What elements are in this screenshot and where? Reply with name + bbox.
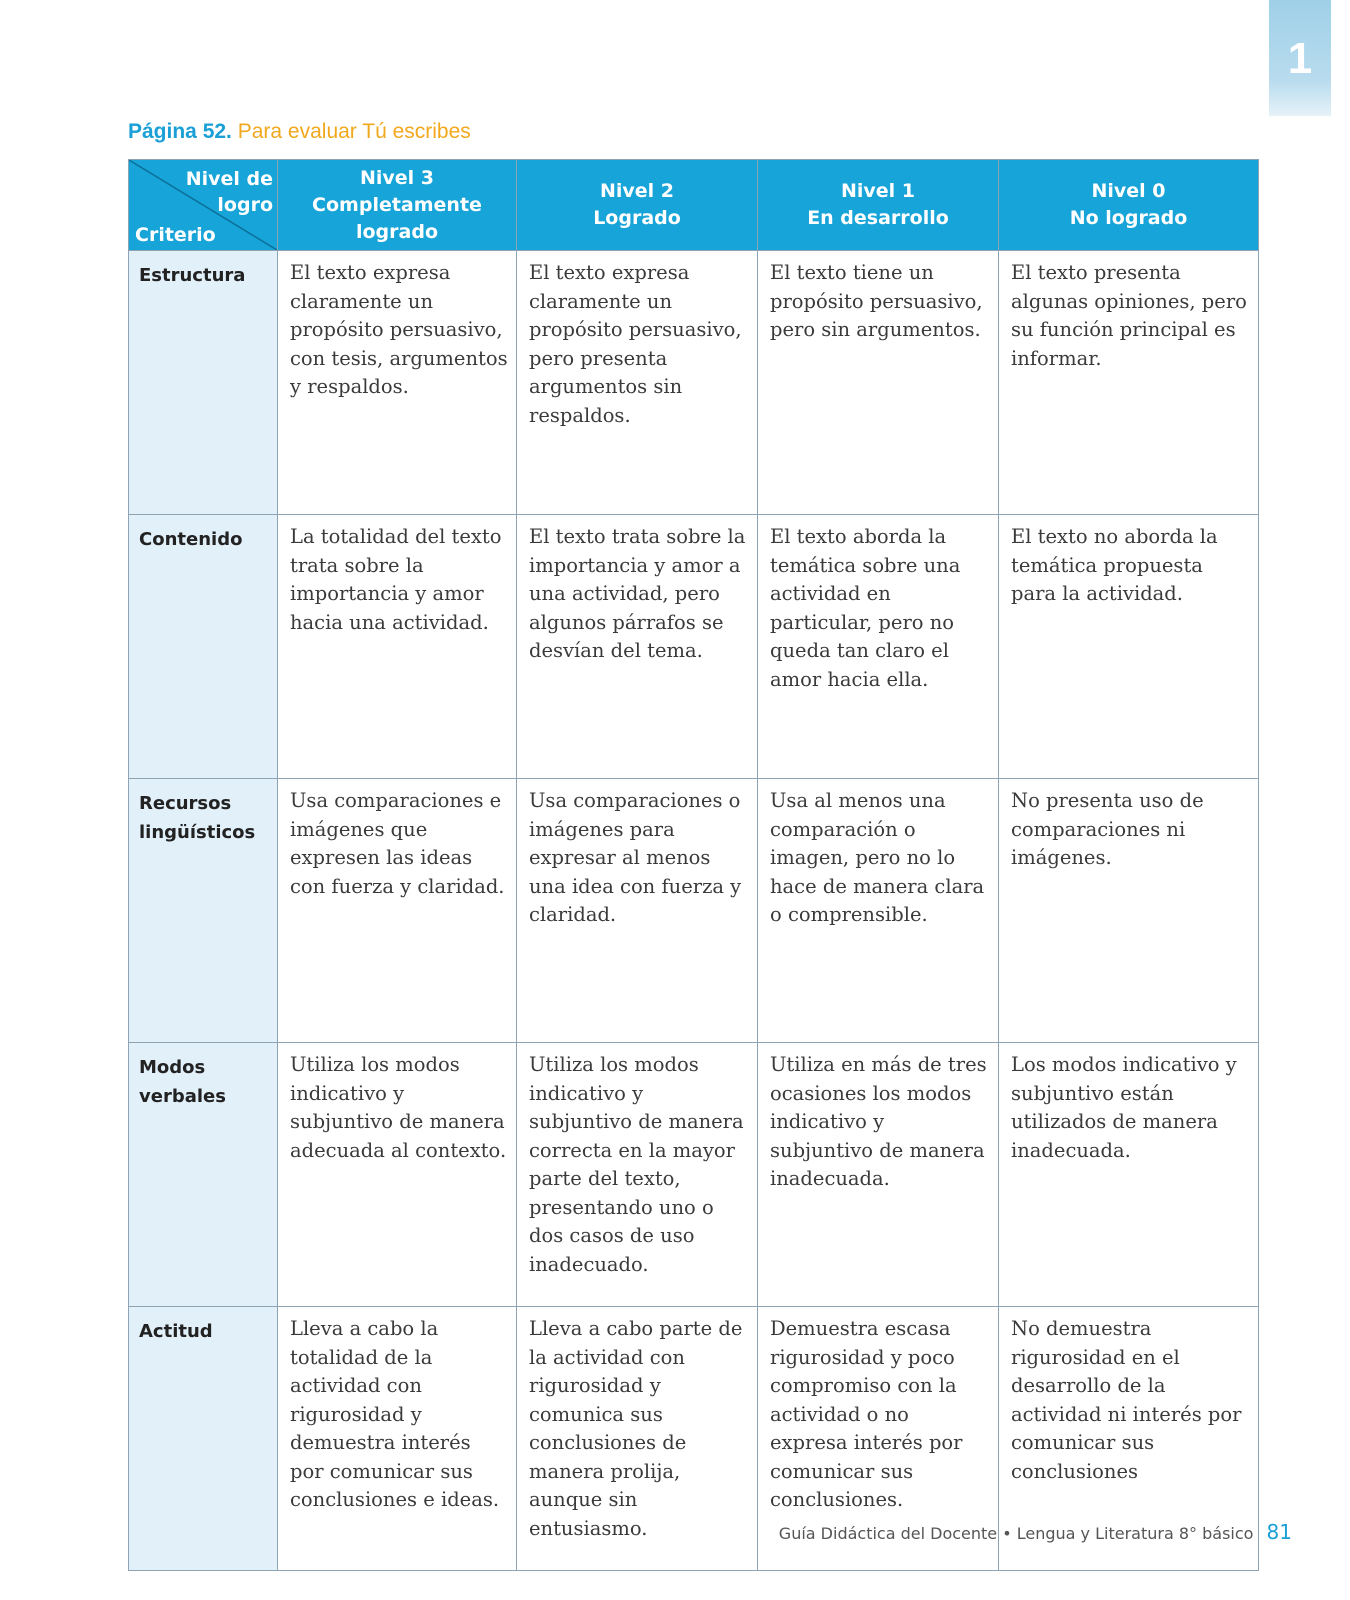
descriptor-cell: La totalidad del texto trata sobre la importancia y amor hacia una actividad. [278,515,517,779]
level-axis-line: logro [217,194,273,216]
descriptor-cell: Utiliza en más de tres ocasiones los modos indicativo y subjuntivo de manera inadecuada. [758,1043,999,1307]
section-title: Para evaluar Tú escribes [237,120,471,143]
chapter-tab: 1 [1269,0,1331,116]
descriptor-cell: Los modos indicativo y subjuntivo están utilizados de manera inadecuada. [999,1043,1259,1307]
level-header-3 [278,160,517,251]
level-axis-label [186,166,273,218]
descriptor-cell: El texto aborda la temática sobre una actividad en particular, pero no queda tan claro el amor hacia ella. [758,515,999,779]
descriptor-cell: El texto trata sobre la importancia y amor a una actividad, pero algunos párrafos se desvían del tema. [517,515,758,779]
level-axis-line: Nivel de [185,168,273,190]
table-row [129,1043,1259,1307]
descriptor-cell: El texto expresa claramente un propósito persuasivo, pero presenta argumentos sin respaldos. [517,251,758,515]
descriptor-cell: Usa comparaciones e imágenes que expresen las ideas con fuerza y claridad. [278,779,517,1043]
level-header-line: Nivel 1 [840,180,916,202]
table-row [129,515,1259,779]
level-header-line: logrado [355,220,438,243]
level-header-line: Logrado [593,207,681,229]
descriptor-cell: El texto no aborda la temática propuesta para la actividad. [999,515,1259,779]
corner-header-cell [129,160,278,251]
level-header-0 [999,160,1259,251]
criterion-label: Actitud [139,1321,213,1342]
criterion-label: Contenido [139,529,243,550]
descriptor-cell: Lleva a cabo la totalidad de la actividad con rigurosidad y demuestra interés por comunicar sus conclusiones e ideas. [278,1307,517,1571]
descriptor-cell: Lleva a cabo parte de la actividad con rigurosidad y comunica sus conclusiones de manera prolija, aunque sin entusiasmo. [517,1307,758,1571]
level-header-line: Completamente [312,193,482,216]
criterion-cell [129,251,278,515]
level-header-line: No logrado [1069,207,1188,229]
table-row [129,251,1259,515]
descriptor-cell: No presenta uso de comparaciones ni imágenes. [999,779,1259,1043]
level-header-line: En desarrollo [807,207,949,229]
criterion-cell [129,1307,278,1571]
table-row [129,779,1259,1043]
descriptor-cell: Demuestra escasa rigurosidad y poco compromiso con la actividad o no expresa interés por comunicar sus conclusiones. [758,1307,999,1571]
criterion-axis-label: Criterio [135,224,216,246]
descriptor-cell: Usa al menos una comparación o imagen, pero no lo hace de manera clara o comprensible. [758,779,999,1043]
descriptor-cell: Usa comparaciones o imágenes para expresar al menos una idea con fuerza y claridad. [517,779,758,1043]
criterion-label: Estructura [139,265,246,286]
level-header-line: Nivel 3 [359,166,435,189]
descriptor-cell: El texto tiene un propósito persuasivo, pero sin argumentos. [758,251,999,515]
descriptor-cell: El texto presenta algunas opiniones, pero su función principal es informar. [999,251,1259,515]
descriptor-cell: El texto expresa claramente un propósito persuasivo, con tesis, argumentos y respaldos. [278,251,517,515]
criterion-label: lingüísticos [139,822,256,843]
criterion-cell [129,515,278,779]
criterion-cell [129,779,278,1043]
footer-text: Guía Didáctica del Docente • Lengua y Literatura 8° básico [778,1524,1254,1543]
level-header-line: Nivel 2 [599,180,675,202]
criterion-label: verbales [139,1086,226,1107]
level-header-1 [758,160,999,251]
page-reference: Página 52. [128,120,232,143]
criterion-cell [129,1043,278,1307]
level-header-line: Nivel 0 [1091,180,1166,202]
criterion-label: Recursos [139,793,232,814]
descriptor-cell: Utiliza los modos indicativo y subjuntivo de manera adecuada al contexto. [278,1043,517,1307]
page-footer [779,1520,1292,1544]
header-row [129,160,1259,251]
level-header-2 [517,160,758,251]
page-number: 81 [1266,1520,1292,1544]
descriptor-cell: Utiliza los modos indicativo y subjuntivo de manera correcta en la mayor parte del texto, presentando uno o dos casos de uso inadecuado. [517,1043,758,1307]
page-title [128,120,471,144]
descriptor-cell: No demuestra rigurosidad en el desarrollo de la actividad ni interés por comunicar sus conclusiones [999,1307,1259,1571]
rubric-table [128,159,1259,1571]
criterion-label: Modos [139,1057,206,1078]
